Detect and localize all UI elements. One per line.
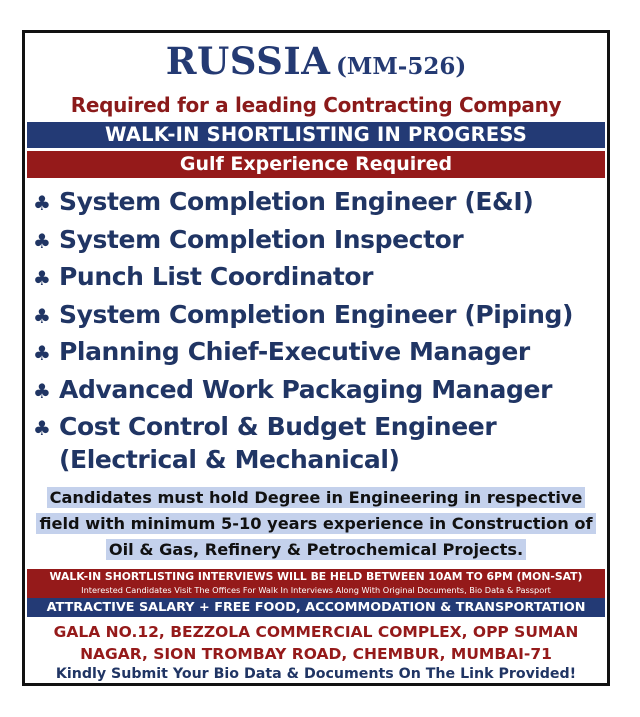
job-title: Cost Control & Budget Engineer <box>59 412 497 441</box>
job-code: (MM-526) <box>336 53 467 80</box>
experience-banner: Gulf Experience Required <box>27 151 605 178</box>
interview-schedule: WALK-IN SHORTLISTING INTERVIEWS WILL BE HELD BETWEEN 10AM TO 6PM (MON-SAT) <box>49 570 583 583</box>
address-line: GALA NO.12, BEZZOLA COMMERCIAL COMPLEX, OPP SUMAN <box>53 623 579 641</box>
requirement-line: Candidates must hold Degree in Engineering in respective <box>47 487 586 508</box>
requirement-line: field with minimum 5-10 years experience in Construction of <box>36 513 595 534</box>
subtitle: Required for a leading Contracting Company <box>70 93 562 117</box>
benefits-banner: ATTRACTIVE SALARY + FREE FOOD, ACCOMMODATION & TRANSPORTATION <box>27 598 605 617</box>
interview-banner <box>27 569 605 598</box>
job-title: System Completion Inspector <box>59 224 464 254</box>
job-item <box>33 333 608 371</box>
advertisement-frame <box>22 30 610 686</box>
job-item <box>33 258 608 296</box>
requirement-line: Oil & Gas, Refinery & Petrochemical Projects. <box>106 539 526 560</box>
job-item <box>33 221 608 259</box>
job-list <box>33 183 608 478</box>
job-title: System Completion Engineer (Piping) <box>59 299 574 329</box>
club-suit-icon: ♣ <box>33 228 51 253</box>
office-address <box>25 621 607 665</box>
job-item <box>33 371 608 409</box>
club-suit-icon: ♣ <box>33 303 51 328</box>
job-item <box>33 296 608 334</box>
country-title: RUSSIA <box>165 39 331 83</box>
walk-in-banner: WALK-IN SHORTLISTING IN PROGRESS <box>27 122 605 148</box>
club-suit-icon: ♣ <box>33 266 51 290</box>
job-title: Punch List Coordinator <box>59 262 374 291</box>
requirements-text <box>25 485 607 563</box>
club-suit-icon: ♣ <box>33 416 51 440</box>
page-title <box>25 39 607 83</box>
footer-note: Kindly Submit Your Bio Data & Documents On The Link Provided! <box>55 666 577 682</box>
job-item <box>33 183 608 221</box>
job-title: System Completion Engineer (E&I) <box>59 187 534 216</box>
job-title-continuation: (Electrical & Mechanical) <box>59 444 400 474</box>
job-item <box>33 408 608 446</box>
address-line: NAGAR, SION TROMBAY ROAD, CHEMBUR, MUMBAI-71 <box>80 645 552 663</box>
club-suit-icon: ♣ <box>33 378 51 403</box>
job-title: Advanced Work Packaging Manager <box>59 374 552 404</box>
club-suit-icon: ♣ <box>33 191 51 215</box>
job-title: Planning Chief-Executive Manager <box>59 337 530 366</box>
interview-note: Interested Candidates Visit The Offices For Walk In Interviews Along With Original Documents, Bio Data & Passport <box>81 585 551 595</box>
club-suit-icon: ♣ <box>33 341 51 365</box>
